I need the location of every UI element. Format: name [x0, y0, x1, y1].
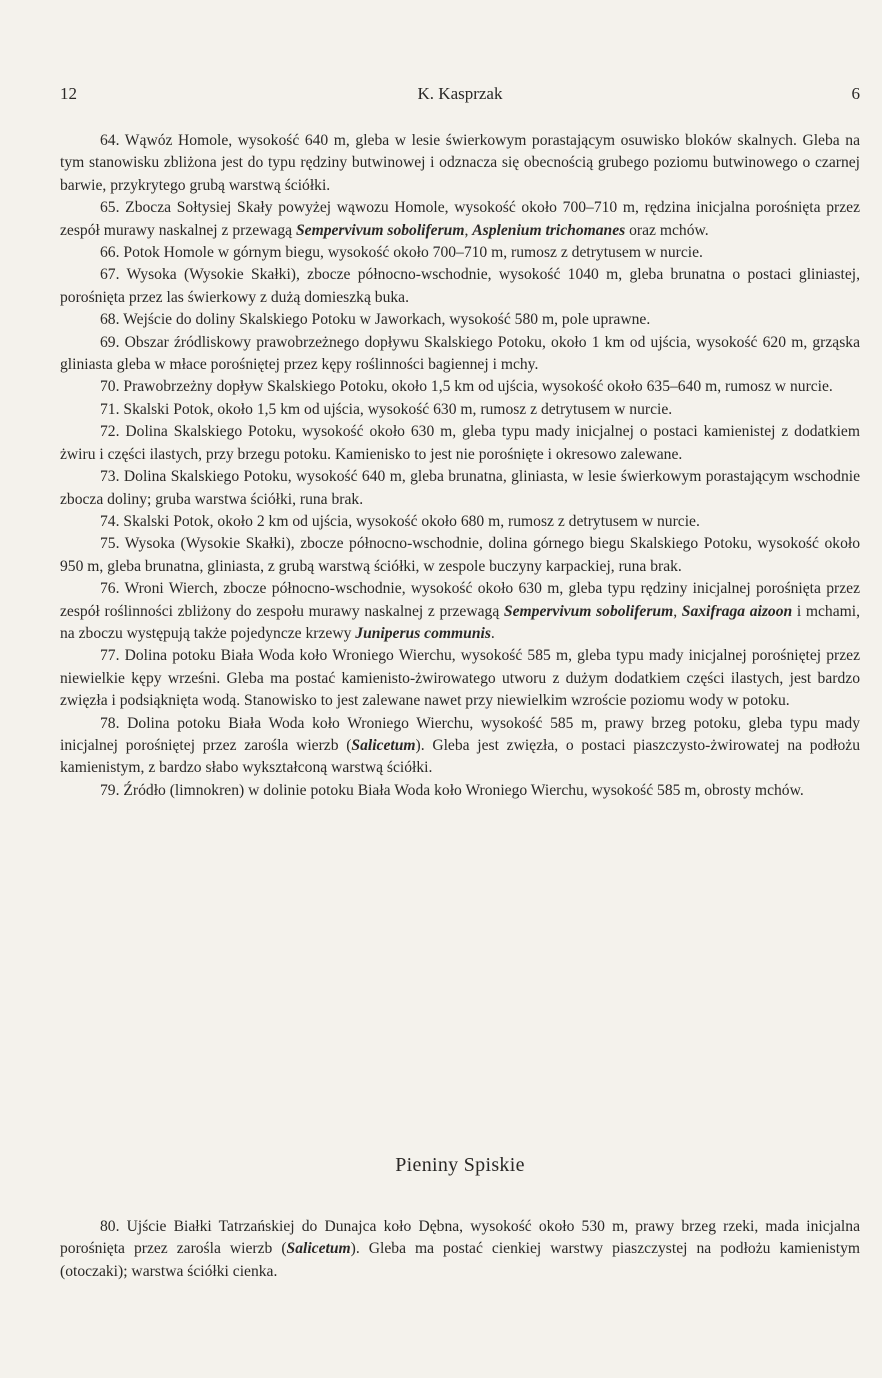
running-title: K. Kasprzak — [417, 84, 503, 103]
entry-paragraph — [60, 130, 860, 197]
species-name: Saxifraga aizoon — [681, 602, 793, 620]
entry-paragraph — [60, 332, 860, 377]
page-number-right: 6 — [851, 84, 860, 103]
entries-list — [60, 130, 860, 802]
entry-text: 74. Skalski Potok, około 2 km od ujścia, wysokość około 680 m, rumosz z detrytusem w nurcie. — [100, 512, 700, 530]
entry-text: 66. Potok Homole w górnym biegu, wysokość około 700–710 m, rumosz z detrytusem w nurcie. — [100, 244, 703, 262]
entry-paragraph — [60, 466, 860, 511]
entry-text: 65. Zbocza Sołtysiej Skały powyżej wąwozu Homole, wysokość około 700–710 m, rędzina inicjalna porośnięta przez zespół murawy naskalnej z przewagą — [60, 199, 860, 239]
page-header — [60, 84, 860, 110]
entry-text: ). Gleba ma postać cienkiej warstwy piaszczystej na podłożu kamienistym (otoczaki); warstwa ściółki cienka. — [60, 1240, 860, 1280]
entry-text: 77. Dolina potoku Biała Woda koło Wroniego Wierchu, wysokość 585 m, gleba typu mady inicjalnej porośniętej przez niewielkie kępy wrześni. Gleba ma postać kamienisto-żwirowatego utworu z dużym dodatkiem części ilastych, jest bardzo zwięzła i podsiąknięta wodą. Stanowisko to jest zalewane nawet przy niewielkim wzroście poziomu wody w potoku. — [60, 647, 860, 710]
section-heading: Pieniny Spiskie — [395, 1154, 525, 1176]
species-name: Juniperus communis — [355, 624, 491, 642]
entry-text: . — [490, 624, 495, 642]
entry-paragraph — [60, 1216, 860, 1283]
entry-text: 73. Dolina Skalskiego Potoku, wysokość 640 m, gleba brunatna, gliniasta, w lesie świerkowym porastającym wschodnie zbocza doliny; gruba warstwa ściółki, runa brak. — [60, 468, 860, 508]
entry-text: 80. Ujście Białki Tatrzańskiej do Dunajca koło Dębna, wysokość około 530 m, prawy brzeg rzeki, mada inicjalna porośnięta przez zarośla wierzb ( — [60, 1218, 860, 1258]
entry-paragraph — [60, 264, 860, 309]
entries-list-after — [60, 1216, 860, 1283]
species-name: Salicetum — [351, 736, 416, 754]
entry-paragraph — [60, 242, 860, 264]
entry-paragraph — [60, 309, 860, 331]
entry-paragraph — [60, 399, 860, 421]
entry-text: 72. Dolina Skalskiego Potoku, wysokość około 630 m, gleba typu mady inicjalnej o postaci kamienistej z dodatkiem żwiru i części ilastych, przy brzegu potoku. Kamienisko to jest nie porośnięte i okresowo zalewane. — [60, 423, 860, 463]
entry-text: 70. Prawobrzeżny dopływ Skalskiego Potoku, około 1,5 km od ujścia, wysokość około 635–640 m, rumosz w nurcie. — [100, 378, 833, 396]
entry-text: , — [673, 602, 682, 620]
entry-text: oraz mchów. — [625, 221, 709, 239]
entry-paragraph — [60, 197, 860, 242]
page-number-left: 12 — [60, 84, 77, 103]
entry-paragraph — [60, 645, 860, 712]
entry-paragraph — [60, 713, 860, 780]
entry-text: 75. Wysoka (Wysokie Skałki), zbocze północno-wschodnie, dolina górnego biegu Skalskiego Potoku, wysokość około 950 m, gleba brunatna, gliniasta, z grubą warstwą ściółki, w zespole buczyny karpackiej, runa brak. — [60, 535, 860, 575]
species-name: Sempervivum soboliferum — [295, 221, 465, 239]
entry-text: 79. Źródło (limnokren) w dolinie potoku Biała Woda koło Wroniego Wierchu, wysokość 585 m, obrosty mchów. — [100, 781, 804, 799]
species-name: Salicetum — [286, 1240, 351, 1258]
species-name: Asplenium trichomanes — [472, 221, 626, 239]
entry-paragraph — [60, 421, 860, 466]
entry-text: 68. Wejście do doliny Skalskiego Potoku w Jaworkach, wysokość 580 m, pole uprawne. — [100, 311, 651, 329]
entry-paragraph — [60, 578, 860, 645]
entry-text: 69. Obszar źródliskowy prawobrzeżnego dopływu Skalskiego Potoku, około 1 km od ujścia, wysokość 620 m, grząska gliniasta gleba w młace porośniętej przez kępy roślinności bagiennej i mchy. — [60, 333, 860, 374]
entry-paragraph — [60, 511, 860, 533]
entry-paragraph — [60, 533, 860, 578]
entry-text: 78. Dolina potoku Biała Woda koło Wroniego Wierchu, wysokość 585 m, prawy brzeg potoku, gleba typu mady inicjalnej porośniętej przez zarośla wierzb ( — [60, 714, 860, 754]
entry-text: ). Gleba jest zwięzła, o postaci piaszczysto-żwirowatej na podłożu kamienistym, z bardzo słabo wykształconą warstwą ściółki. — [60, 736, 860, 777]
entry-text: , — [464, 221, 473, 239]
entry-text: 67. Wysoka (Wysokie Skałki), zbocze północno-wschodnie, wysokość 1040 m, gleba brunatna o postaci gliniastej, porośnięta przez las świerkowy z dużą domieszką buka. — [60, 266, 860, 306]
entry-paragraph — [60, 376, 860, 398]
entry-text: i mchami, na zboczu występują także pojedyncze krzewy — [60, 602, 860, 642]
entry-paragraph — [60, 780, 860, 802]
species-name: Sempervivum soboliferum — [503, 602, 674, 620]
entry-text: 64. Wąwóz Homole, wysokość 640 m, gleba w lesie świerkowym porastającym osuwisko bloków skalnych. Gleba na tym stanowisku zbliżona jest do typu rędziny butwinowej i odznacza się obecnością grubego poziomu butwinowego o czarnej barwie, przykrytego grubą warstwą ściółki. — [60, 132, 860, 194]
entry-text: 76. Wroni Wierch, zbocze północno-wschodnie, wysokość około 630 m, gleba typu rędziny inicjalnej porośnięta przez zespół roślinności zbliżony do zespołu murawy naskalnej z przewagą — [60, 580, 860, 620]
entry-text: 71. Skalski Potok, około 1,5 km od ujścia, wysokość 630 m, rumosz z detrytusem w nurcie. — [100, 400, 673, 418]
